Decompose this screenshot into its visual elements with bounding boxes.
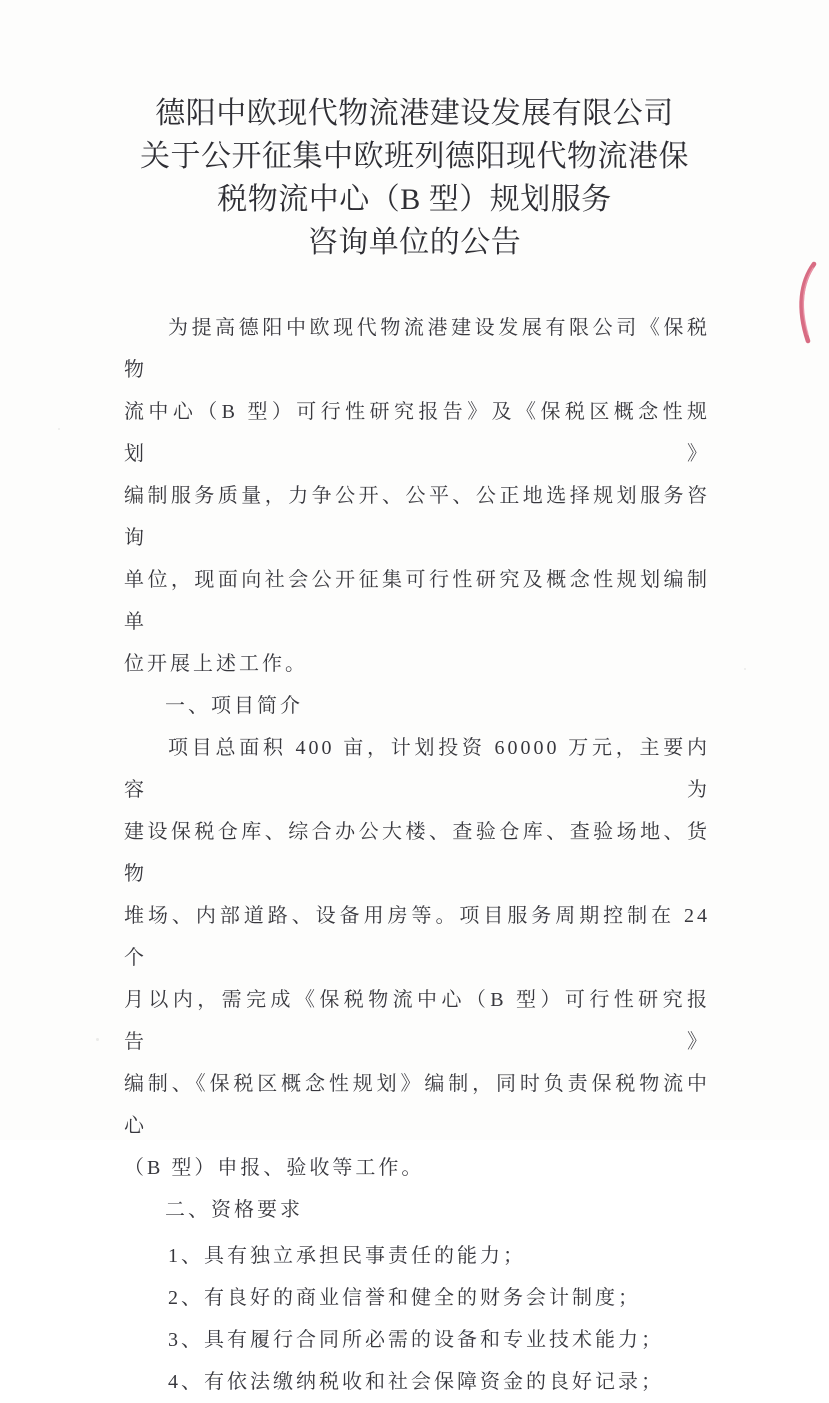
section-1-line: 月以内，需完成《保税物流中心（B 型）可行性研究报告》 <box>124 989 710 1053</box>
section-2-heading: 二、资格要求 <box>165 1199 303 1221</box>
section-1-line: 编制、《保税区概念性规划》编制，同时负责保税物流中心 <box>124 1073 710 1137</box>
title-line-4: 咨询单位的公告 <box>307 226 522 259</box>
red-pen-mark-icon <box>795 262 817 344</box>
section-1-line: 建设保税仓库、综合办公大楼、查验仓库、查验场地、货物 <box>124 821 710 885</box>
section-1-heading: 一、项目简介 <box>165 695 303 717</box>
intro-paragraph-line: 位开展上述工作。 <box>124 653 308 675</box>
scan-speck <box>96 1038 99 1041</box>
intro-paragraph-line: 流中心（B 型）可行性研究报告》及《保税区概念性规划》 <box>124 401 710 465</box>
title-line-2: 关于公开征集中欧班列德阳现代物流港保 <box>140 140 689 173</box>
document-body <box>124 307 710 1403</box>
section-1-line: （B 型）申报、验收等工作。 <box>124 1157 425 1179</box>
document-title <box>0 92 829 264</box>
section-1-line: 项目总面积 400 亩，计划投资 60000 万元，主要内容为 <box>124 737 710 801</box>
section-1-line: 堆场、内部道路、设备用房等。项目服务周期控制在 24 个 <box>124 905 710 969</box>
requirement-item-3: 3、具有履行合同所必需的设备和专业技术能力； <box>168 1329 664 1351</box>
title-line-3: 税物流中心（B 型）规划服务 <box>217 183 612 216</box>
intro-paragraph-line: 为提高德阳中欧现代物流港建设发展有限公司《保税物 <box>124 317 710 381</box>
scan-speck <box>58 428 60 430</box>
intro-paragraph-line: 单位，现面向社会公开征集可行性研究及概念性规划编制单 <box>124 569 710 633</box>
requirement-item-4: 4、有依法缴纳税收和社会保障资金的良好记录； <box>168 1371 664 1393</box>
scan-speck <box>744 668 746 670</box>
title-line-1: 德阳中欧现代物流港建设发展有限公司 <box>155 97 674 130</box>
requirement-item-1: 1、具有独立承担民事责任的能力； <box>168 1245 526 1267</box>
intro-paragraph-line: 编制服务质量，力争公开、公平、公正地选择规划服务咨询 <box>124 485 710 549</box>
requirements-list <box>124 1235 710 1403</box>
requirement-item-2: 2、有良好的商业信誉和健全的财务会计制度； <box>168 1287 641 1309</box>
